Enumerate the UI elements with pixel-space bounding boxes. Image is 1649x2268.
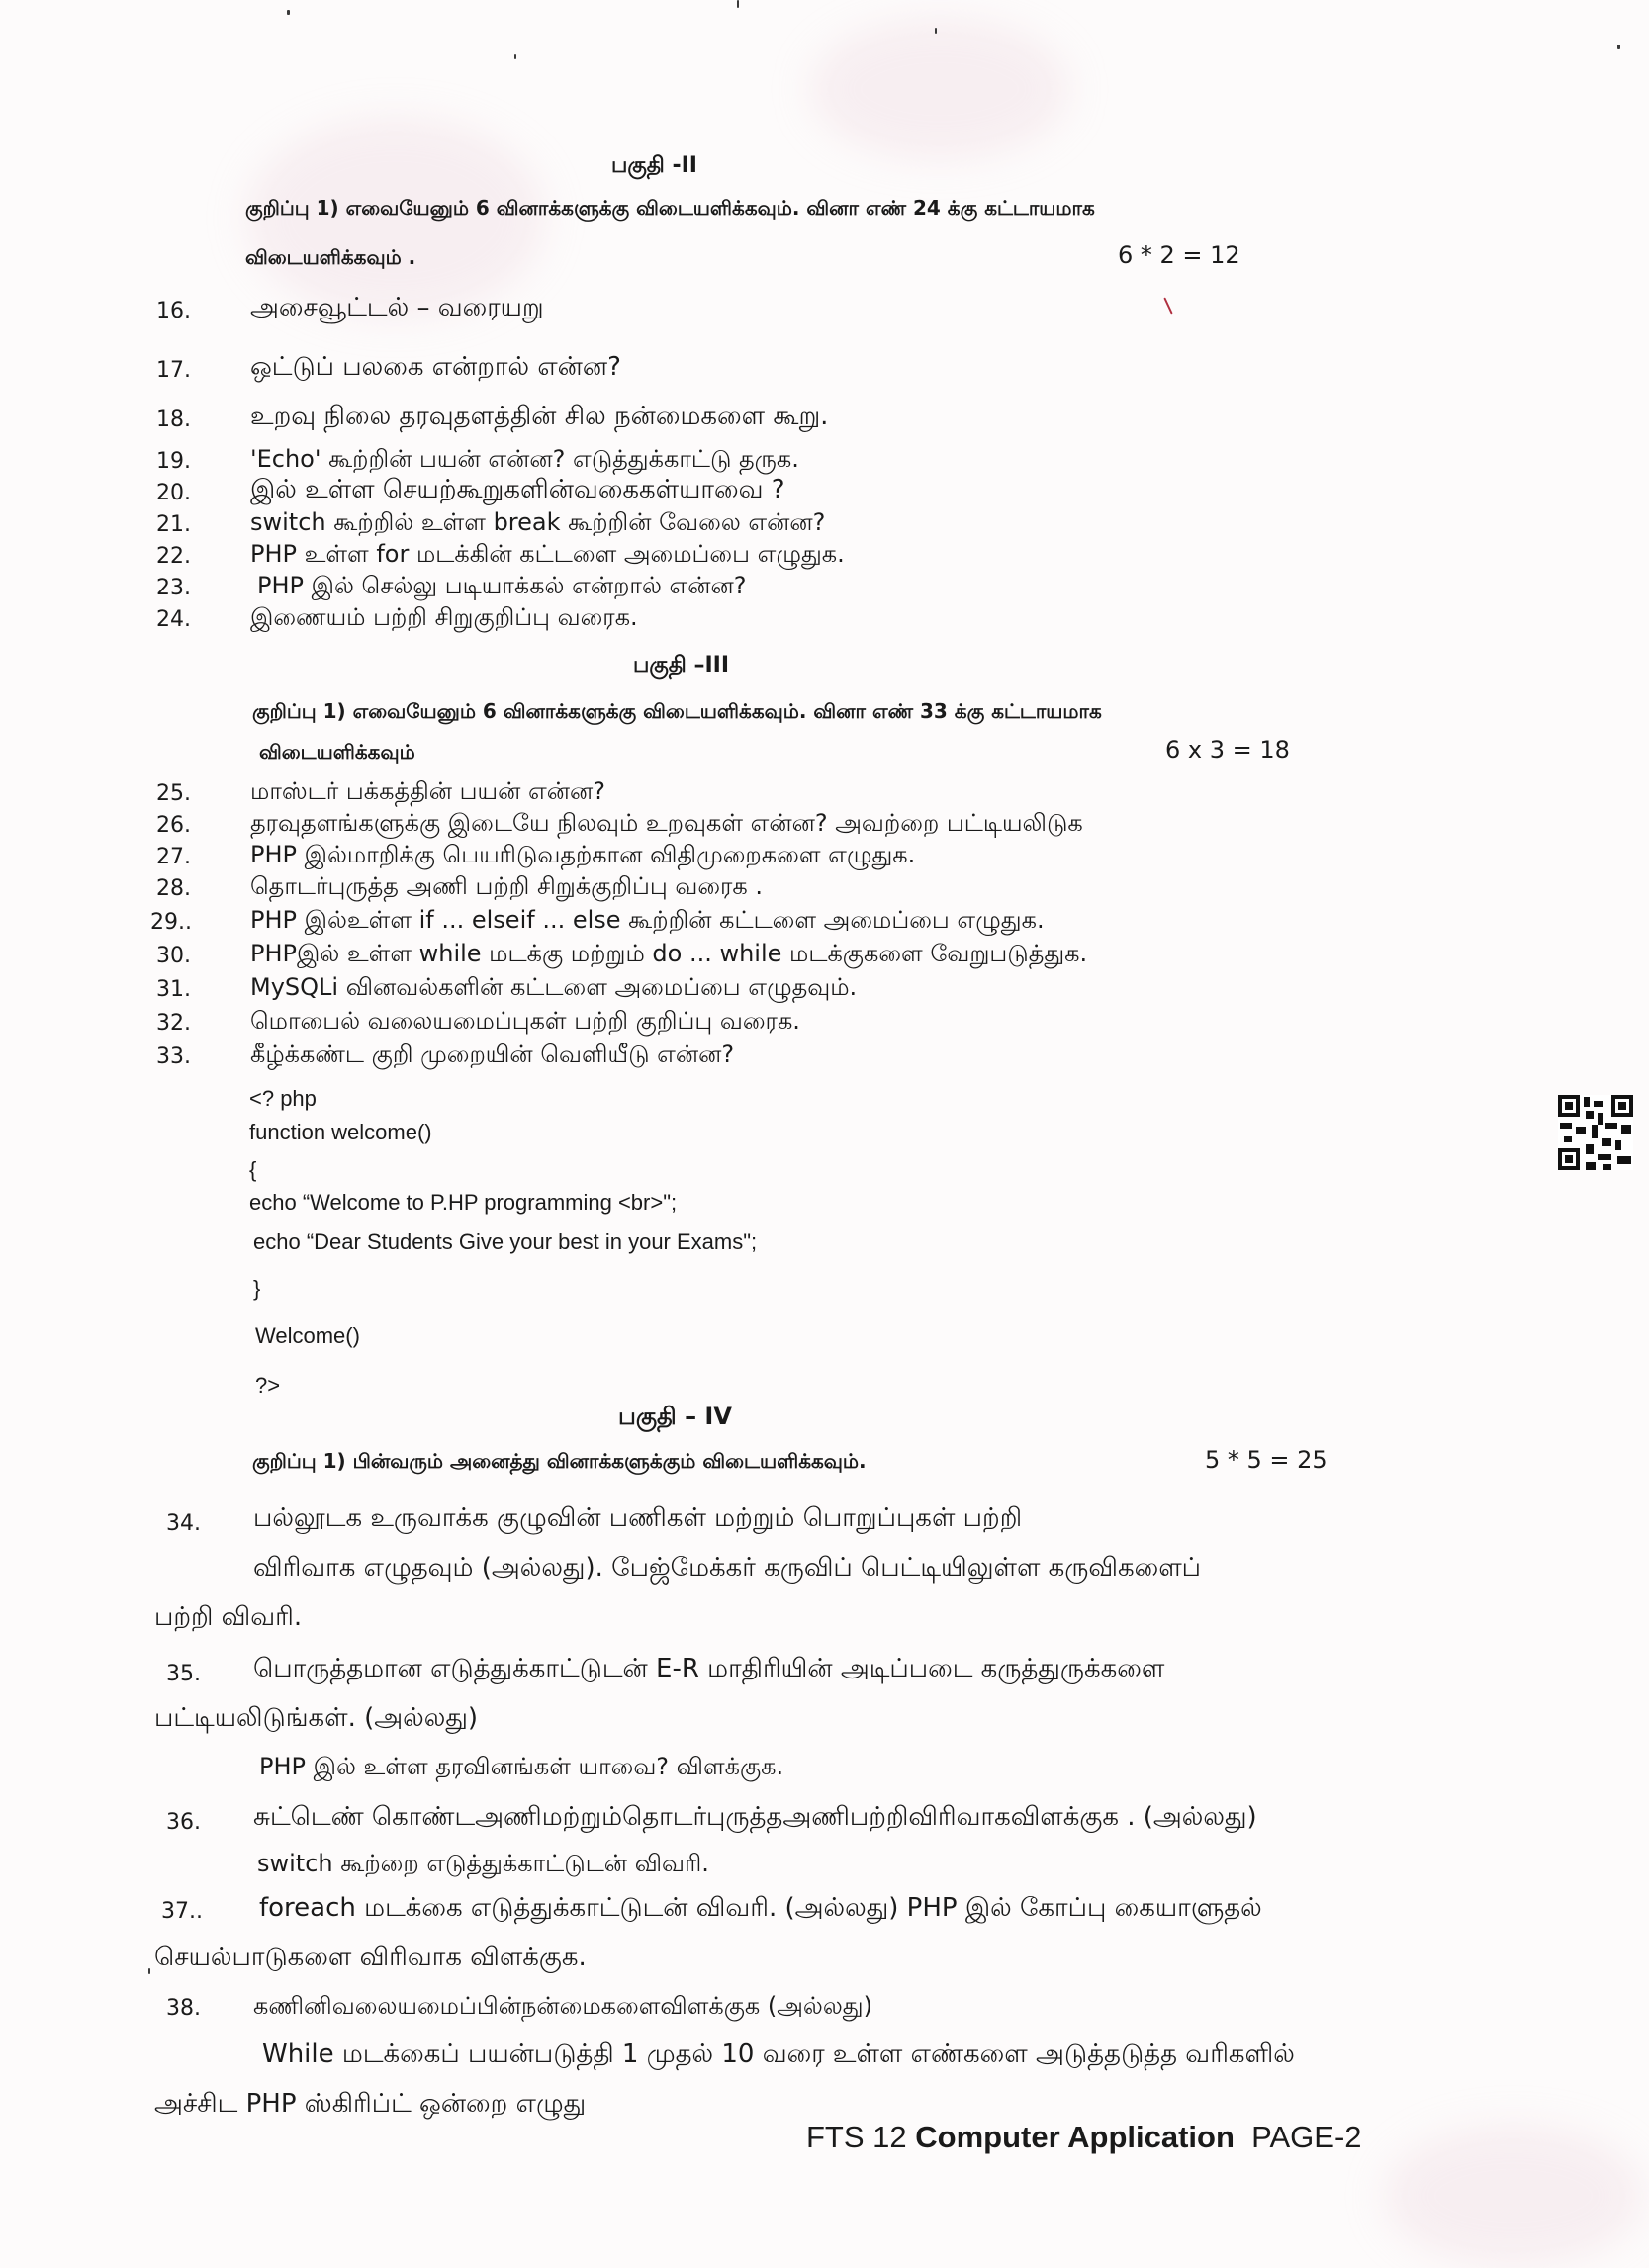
question-text: தொடர்புருத்த அணி பற்றி சிறுக்குறிப்பு வரைக . <box>250 872 764 900</box>
scan-speck <box>148 1968 150 1974</box>
question-text: switch கூற்றில் உள்ள break கூற்றின் வேலை என்ன? <box>250 508 826 536</box>
question-number: 30. <box>156 944 191 968</box>
code-line: Welcome() <box>255 1323 360 1348</box>
question-text: சுட்டெண் கொண்டஅணிமற்றும்தொடர்புருத்தஅணிபற்றிவிரிவாகவிளக்குக . (அல்லது) <box>253 1802 1257 1832</box>
question-text: switch கூற்றை எடுத்துக்காட்டுடன் விவரி. <box>257 1850 709 1877</box>
code-line: ?> <box>255 1373 281 1398</box>
code-line: { <box>249 1157 257 1182</box>
question-number: 35. <box>166 1662 201 1686</box>
question-number: 28. <box>156 876 191 901</box>
question-number: 27. <box>156 845 191 869</box>
question-text: கணினிவலையமைப்பின்நன்மைகளைவிளக்குக (அல்லது) <box>253 1992 872 2020</box>
scan-speck <box>514 54 516 59</box>
qr-code-icon <box>1558 1095 1633 1170</box>
part3-title: பகுதி –III <box>633 653 730 678</box>
code-line: function welcome() <box>249 1120 432 1144</box>
question-text: இணையம் பற்றி சிறுகுறிப்பு வரைக. <box>250 603 638 631</box>
question-number: 36. <box>166 1810 201 1835</box>
question-text: PHP உள்ள for மடக்கின் கட்டளை அமைப்பை எழுதுக. <box>250 540 845 568</box>
code-line: echo “Welcome to P.HP programming <br>"; <box>249 1190 678 1215</box>
part3-marks: 6 x 3 = 18 <box>1165 736 1290 764</box>
question-text: இல் உள்ள செயற்கூறுகளின்வகைகள்யாவை ? <box>250 475 785 504</box>
footer-prefix: FTS 12 <box>806 2120 916 2154</box>
question-number: 32. <box>156 1011 191 1036</box>
scan-speck <box>737 0 739 8</box>
question-text: அசைவூட்டல் – வரையறு <box>250 293 544 322</box>
question-number: 29.. <box>150 910 192 935</box>
question-number: 22. <box>156 544 191 569</box>
code-line: <? php <box>249 1086 317 1111</box>
question-text: உறவு நிலை தரவுதளத்தின் சில நன்மைகளை கூறு. <box>250 402 829 431</box>
question-number: 24. <box>156 607 191 632</box>
code-line: echo “Dear Students Give your best in your Exams"; <box>253 1229 758 1254</box>
question-text: foreach மடக்கை எடுத்துக்காட்டுடன் விவரி. (அல்லது) PHP இல் கோப்பு கையாளுதல் <box>259 1893 1262 1923</box>
question-number: 31. <box>156 977 191 1002</box>
question-text: PHP இல்உள்ள if ... elseif ... else கூற்றின் கட்டளை அமைப்பை எழுதுக. <box>250 906 1045 934</box>
part2-title: பகுதி -II <box>611 153 697 178</box>
footer-subject: Computer Application <box>915 2120 1235 2154</box>
question-number: 38. <box>166 1996 201 2021</box>
footer-page-number: PAGE-2 <box>1234 2120 1362 2154</box>
paper-smudge <box>811 20 1068 158</box>
question-text: பட்டியலிடுங்கள். (அல்லது) <box>154 1703 479 1733</box>
scan-mark <box>1163 297 1172 314</box>
scan-speck <box>1617 45 1620 49</box>
part2-instruction-line2: விடையளிக்கவும் . <box>245 245 416 269</box>
part4-marks: 5 * 5 = 25 <box>1205 1446 1328 1474</box>
question-text: MySQLi வினவல்களின் கட்டளை அமைப்பை எழுதவும். <box>250 973 858 1001</box>
question-number: 23. <box>156 576 191 600</box>
page-footer <box>806 2120 1362 2155</box>
question-text: தரவுதளங்களுக்கு இடையே நிலவும் உறவுகள் என்ன? அவற்றை பட்டியலிடுக <box>250 809 1083 837</box>
question-number: 17. <box>156 358 191 383</box>
question-number: 21. <box>156 512 191 537</box>
scan-speck <box>935 28 937 34</box>
question-text: மொபைல் வலையமைப்புகள் பற்றி குறிப்பு வரைக. <box>250 1007 800 1035</box>
part4-title: பகுதி – IV <box>618 1403 732 1430</box>
question-text: PHP இல்மாறிக்கு பெயரிடுவதற்கான விதிமுறைகளை எழுதுக. <box>250 841 916 868</box>
paper-smudge <box>1385 2127 1642 2265</box>
part3-instruction-line1: குறிப்பு 1) எவையேனும் 6 வினாக்களுக்கு விடையளிக்கவும். வினா எண் 33 க்கு கட்டாயமாக <box>252 699 1102 723</box>
question-text: பொருத்தமான எடுத்துக்காட்டுடன் E-R மாதிரியின் அடிப்படை கருத்துருக்களை <box>253 1654 1165 1683</box>
question-text: விரிவாக எழுதவும் (அல்லது). பேஜ்மேக்கர் கருவிப் பெட்டியிலுள்ள கருவிகளைப் <box>253 1553 1202 1583</box>
question-number: 18. <box>156 408 191 432</box>
part2-instruction-line1: குறிப்பு 1) எவையேனும் 6 வினாக்களுக்கு விடையளிக்கவும். வினா எண் 24 க்கு கட்டாயமாக <box>245 196 1095 220</box>
question-text: பல்லூடக உருவாக்க குழுவின் பணிகள் மற்றும் பொறுப்புகள் பற்றி <box>253 1503 1023 1533</box>
question-text: அச்சிட PHP ஸ்கிரிப்ட் ஒன்றை எழுது <box>154 2089 587 2119</box>
question-text: கீழ்க்கண்ட குறி முறையின் வெளியீடு என்ன? <box>250 1041 735 1068</box>
question-text: 'Echo' கூற்றின் பயன் என்ன? எடுத்துக்காட்டு தருக. <box>250 445 799 473</box>
question-number: 19. <box>156 449 191 474</box>
question-text: While மடக்கைப் பயன்படுத்தி 1 முதல் 10 வரை உள்ள எண்களை அடுத்தடுத்த வரிகளில் <box>262 2040 1295 2069</box>
question-number: 37.. <box>161 1899 203 1924</box>
question-text: PHP இல் செல்லு படியாக்கல் என்றால் என்ன? <box>257 572 747 599</box>
question-number: 20. <box>156 481 191 505</box>
question-number: 25. <box>156 781 191 806</box>
question-text: ஒட்டுப் பலகை என்றால் என்ன? <box>250 352 621 382</box>
part4-instruction: குறிப்பு 1) பின்வரும் அனைத்து வினாக்களுக்கும் விடையளிக்கவும். <box>252 1449 867 1473</box>
question-text: PHPஇல் உள்ள while மடக்கு மற்றும் do ... while மடக்குகளை வேறுபடுத்துக. <box>250 940 1088 967</box>
question-number: 16. <box>156 299 191 323</box>
question-text: PHP இல் உள்ள தரவினங்கள் யாவை? விளக்குக. <box>259 1753 784 1780</box>
question-text: பற்றி விவரி. <box>154 1602 303 1632</box>
question-text: செயல்பாடுகளை விரிவாக விளக்குக. <box>154 1943 587 1972</box>
question-number: 26. <box>156 813 191 838</box>
part2-marks: 6 * 2 = 12 <box>1118 241 1240 269</box>
question-number: 34. <box>166 1511 201 1536</box>
code-line: } <box>253 1276 261 1301</box>
scan-speck <box>287 10 290 15</box>
part3-instruction-line2: விடையளிக்கவும் <box>259 740 415 764</box>
question-text: மாஸ்டர் பக்கத்தின் பயன் என்ன? <box>250 777 606 805</box>
question-number: 33. <box>156 1044 191 1069</box>
